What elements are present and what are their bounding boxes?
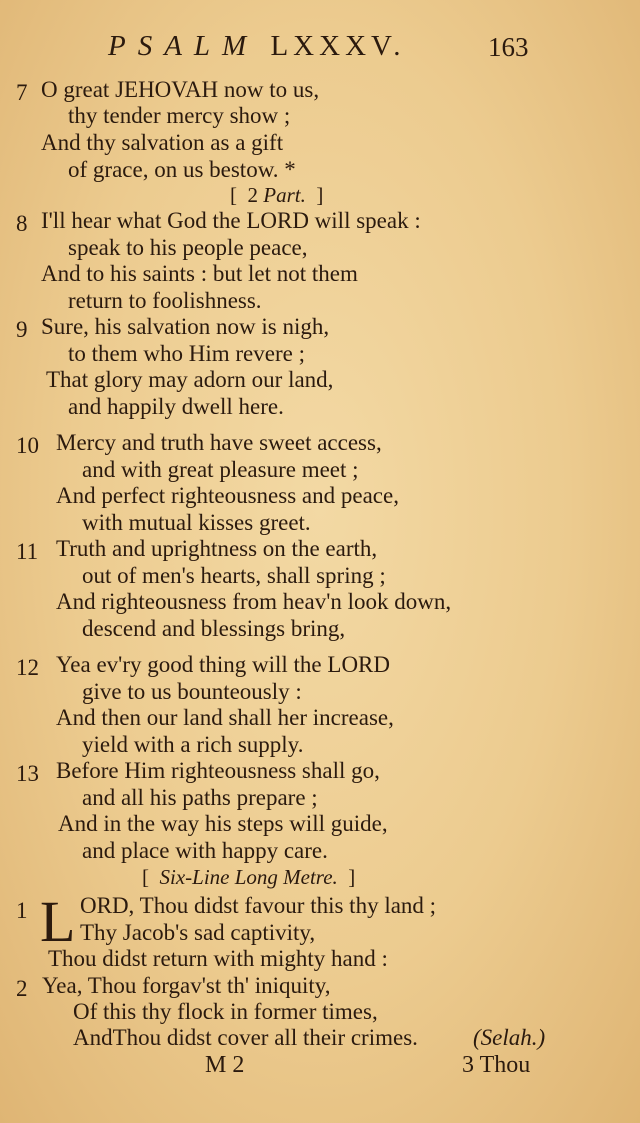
- verse-line: And then our land shall her increase,: [56, 705, 394, 730]
- verse-line: thy tender mercy show ;: [68, 103, 291, 128]
- verse-line: Mercy and truth have sweet access,: [56, 430, 382, 455]
- verse-number: 1: [16, 898, 28, 923]
- verse-line: And righteousness from heav'n look down,: [56, 589, 452, 614]
- catchword: 3 Thou: [462, 1052, 531, 1078]
- signature-mark: M 2: [205, 1052, 245, 1078]
- verse-line: Truth and uprightness on the earth,: [56, 536, 378, 561]
- verse-line: ORD, Thou didst favour this thy land ;: [80, 893, 437, 918]
- verse-line: And thy salvation as a gift: [41, 130, 284, 155]
- verse-number: 2: [16, 976, 28, 1001]
- verse-number: 8: [16, 211, 28, 236]
- verse-line: O great JEHOVAH now to us,: [41, 77, 320, 102]
- header-title: PSALM LXXXV.: [108, 30, 406, 62]
- verse-line: with mutual kisses greet.: [82, 510, 311, 535]
- verse-line: and happily dwell here.: [68, 394, 284, 419]
- drop-capital: L: [40, 889, 76, 954]
- verse-line: Sure, his salvation now is nigh,: [41, 314, 330, 339]
- verse-number: 12: [16, 655, 39, 680]
- verse-number: 11: [16, 539, 39, 564]
- running-header: [0, 30, 640, 70]
- verse-line: Before Him righteousness shall go,: [56, 758, 380, 783]
- verse-line: return to foolishness.: [68, 288, 262, 313]
- verse-line: That glory may adorn our land,: [46, 367, 334, 392]
- verse-line: Of this thy flock in former times,: [73, 999, 378, 1024]
- selah-mark: (Selah.): [473, 1025, 546, 1050]
- verse-line: and place with happy care.: [82, 838, 328, 863]
- part-heading: [ 2 Part. ]: [230, 183, 324, 207]
- verse-line: And in the way his steps will guide,: [58, 811, 388, 836]
- verse-line: Thy Jacob's sad captivity,: [80, 920, 316, 945]
- verse-line: descend and blessings bring,: [82, 616, 346, 641]
- verse-line: And to his saints : but let not them: [41, 261, 358, 286]
- verse-number: 9: [16, 317, 28, 342]
- verse-line: and all his paths prepare ;: [82, 785, 318, 810]
- verse-line: And perfect righteousness and peace,: [56, 483, 399, 508]
- page-number: 163: [488, 32, 529, 62]
- verse-line: Yea, Thou forgav'st th' iniquity,: [42, 973, 331, 998]
- verse-line: AndThou didst cover all their crimes.: [73, 1025, 418, 1050]
- verse-number: 10: [16, 433, 39, 458]
- verse-number: 7: [16, 80, 28, 105]
- verse-line: give to us bounteously :: [82, 679, 302, 704]
- verse-line: speak to his people peace,: [68, 235, 308, 260]
- verse-line: Yea ev'ry good thing will the LORD: [56, 652, 391, 677]
- verse-line: out of men's hearts, shall spring ;: [82, 563, 386, 588]
- verse-number: 13: [16, 761, 39, 786]
- verse-line: I'll hear what God the LORD will speak :: [41, 208, 421, 233]
- verse-line: Thou didst return with mighty hand :: [48, 946, 388, 971]
- metre-heading: [ Six-Line Long Metre. ]: [142, 865, 356, 889]
- verse-line: to them who Him revere ;: [68, 341, 305, 366]
- verse-line: and with great pleasure meet ;: [82, 457, 359, 482]
- verse-line: of grace, on us bestow. *: [68, 157, 296, 182]
- verse-line: yield with a rich supply.: [82, 732, 304, 757]
